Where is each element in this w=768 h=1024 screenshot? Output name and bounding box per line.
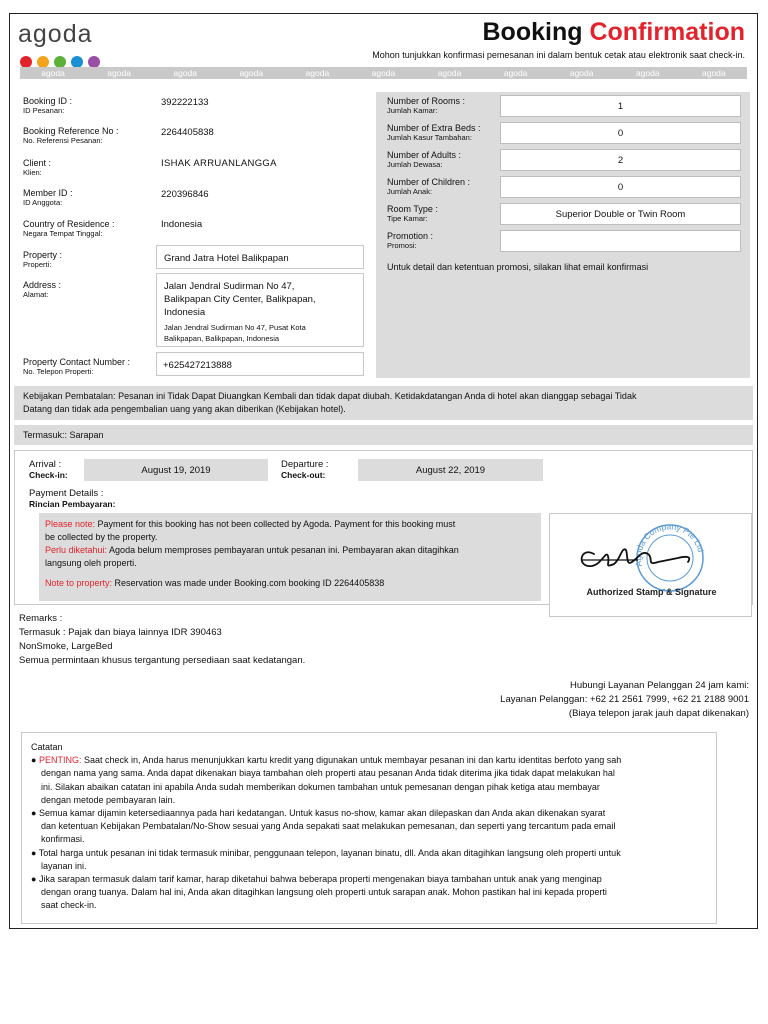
note-4-c: saat check-in. <box>41 900 97 911</box>
customer-service-section <box>500 679 749 721</box>
strip-word: agoda <box>173 68 198 78</box>
property-label-group <box>23 250 62 269</box>
children-value-box <box>500 176 741 198</box>
address-box <box>156 273 364 347</box>
note-item-noshow: ● Semua kamar dijamin ketersediaannya pada hari kedatangan. Untuk kasus no-show, kamar akan dilepaskan dan Anda akan dikenakan syarat dan ketentuan Kebijakan Pembatalan/No-Show sesuai yang Anda sepakati saat melakukan pemesanan, dan seperti yang tercantum pada email konfirmasi. <box>41 807 716 847</box>
note-3-a: Total harga untuk pesanan ini tidak termasuk minibar, penggunaan telepon, layanan binatu, dll. Anda akan ditagihkan langsung oleh properti untuk <box>38 847 621 858</box>
strip-word: agoda <box>569 68 594 78</box>
stamp-ring-text: Agoda Company Pte Ltd <box>632 521 707 568</box>
notes-title: Catatan <box>31 742 63 752</box>
address-line-2: Balikpapan City Center, Balikpapan, <box>164 294 316 305</box>
includes-bar <box>14 425 753 445</box>
country-sublabel: Negara Tempat Tinggal: <box>23 229 103 238</box>
page-subtitle: Mohon tunjukkan konfirmasi pemesanan ini dalam bentuk cetak atau elektronik saat check-in. <box>372 50 745 60</box>
arrival-label: Arrival : <box>29 459 62 470</box>
contact-label-group <box>23 357 130 376</box>
address-label-group <box>23 280 61 299</box>
notes-box <box>21 732 717 924</box>
room-type-label-group <box>387 204 438 223</box>
promotion-note: Untuk detail dan ketentuan promosi, silakan lihat email konfirmasi <box>387 262 649 272</box>
strip-word: agoda <box>635 68 660 78</box>
extra-beds-sublabel: Jumlah Kasur Tambahan: <box>387 133 472 142</box>
note-item-important: ● PENTING: Saat check in, Anda harus menunjukkan kartu kredit yang digunakan untuk membayar pesanan ini dan kartu identitas berfoto yang sah dengan nama yang sama. Anda dapat dikenakan biaya tambahan oleh properti atau pesanan Anda tidak diterima jika tidak dapat melakukan hal ini. Silakan abaikan catatan ini apabila Anda sudah memberikan dokumen tambahan untuk pemesanan dengan pihak ketiga atau membayar dengan metode pembayaran lain. <box>41 754 716 807</box>
rooms-value: 1 <box>617 100 624 112</box>
extra-beds-label-group <box>387 123 481 142</box>
booking-confirmation-document <box>9 13 758 929</box>
adults-label: Number of Adults : <box>387 150 462 160</box>
country-label: Country of Residence : <box>23 219 115 229</box>
payment-note-1-line-1: Payment for this booking has not been collected by Agoda. Payment for this booking must <box>95 519 456 529</box>
client-label: Client : <box>23 158 52 168</box>
room-type-label: Room Type : <box>387 204 438 214</box>
extra-beds-value-box <box>500 122 741 144</box>
adults-label-group <box>387 150 461 169</box>
address-label: Address : <box>23 280 62 290</box>
room-details-panel <box>376 92 750 378</box>
title-booking: Booking <box>482 18 583 46</box>
adults-value-box <box>500 149 741 171</box>
note-2-b: dan ketentuan Kebijakan Pembatalan/No-Show sesuai yang Anda sepakati saat melakukan pemesanan, dan seperti yang tercantum pada email <box>41 821 616 832</box>
cs-line-2: Layanan Pelanggan: +62 21 2561 7999, +62 21 2188 9001 <box>500 694 749 705</box>
strip-word: agoda <box>371 68 396 78</box>
booking-id-label-group <box>23 96 72 115</box>
strip-word: agoda <box>503 68 528 78</box>
departure-label: Departure : <box>281 459 329 470</box>
address-small-1: Jalan Jendral Sudirman No 47, Pusat Kota <box>164 323 306 332</box>
payment-label: Payment Details : <box>29 488 104 499</box>
promotion-sublabel: Promosi: <box>387 241 417 250</box>
property-label: Property : <box>23 250 63 260</box>
page-title <box>483 18 746 47</box>
payment-note-2-line-1: Agoda belum memproses pembayaran untuk pesanan ini. Pembayaran akan ditagihkan <box>107 545 459 555</box>
arrival-sublabel: Check-in: <box>29 470 68 480</box>
adults-value: 2 <box>617 154 624 166</box>
payment-note-1-line-2: be collected by the property. <box>45 532 158 542</box>
payment-note-3 <box>45 577 541 590</box>
arrival-label-group <box>29 459 68 480</box>
booking-ref-sublabel: No. Referensi Pesanan: <box>23 136 103 145</box>
client-sublabel: Klien: <box>23 168 42 177</box>
payment-notes-box <box>39 513 541 601</box>
rooms-label-group <box>387 96 465 115</box>
payment-note-2-line-2: langsung oleh properti. <box>45 558 137 568</box>
cancellation-line-1: Kebijakan Pembatalan: Pesanan ini Tidak Dapat Diuangkan Kembali dan tidak dapat diubah. Ketidakdatangan Anda di hotel akan dianggap sebagai Tidak <box>23 391 637 401</box>
address-sublabel: Alamat: <box>23 290 49 299</box>
note-4-a: Jika sarapan termasuk dalam tarif kamar, harap diketahui bahwa beberapa properti mengenakan biaya tambahan untuk anak yang menginap <box>38 874 602 885</box>
arrival-date-box <box>84 459 268 481</box>
children-label: Number of Children : <box>387 177 471 187</box>
notes-list <box>31 754 716 912</box>
rooms-sublabel: Jumlah Kamar: <box>387 106 438 115</box>
note-item-breakfast: ● Jika sarapan termasuk dalam tarif kamar, harap diketahui bahwa beberapa properti mengenakan biaya tambahan untuk anak yang menginap dengan orang tuanya. Dalam hal ini, Anda akan ditagihkan langsung oleh properti untuk sarapan anak. Mohon pastikan hal ini kepada properti saat check-in. <box>41 873 716 913</box>
payment-note-1 <box>45 518 541 531</box>
strip-word: agoda <box>702 68 726 78</box>
agoda-logo <box>18 20 93 49</box>
booking-ref-label-group <box>23 126 119 145</box>
note-1-c: ini. Silakan abaikan catatan ini apabila Anda sudah memberikan dokumen tambahan untuk pemesanan dengan pihak ketiga atau membayar <box>41 781 600 792</box>
strip-word: agoda <box>305 68 330 78</box>
payment-sublabel: Rincian Pembayaran: <box>29 499 116 509</box>
strip-word: agoda <box>107 68 131 78</box>
promotion-label: Promotion : <box>387 231 434 241</box>
note-to-property-prefix: Note to property: <box>45 578 113 588</box>
title-confirmation: Confirmation <box>589 18 745 46</box>
member-sublabel: ID Anggota: <box>23 198 63 207</box>
contact-label: Property Contact Number : <box>23 357 131 367</box>
booking-ref-value: 2264405838 <box>161 127 214 138</box>
departure-sublabel: Check-out: <box>281 470 326 480</box>
property-name-box <box>156 245 364 269</box>
property-sublabel: Properti: <box>23 260 52 269</box>
adults-sublabel: Jumlah Dewasa: <box>387 160 443 169</box>
remarks-line-2: NonSmoke, LargeBed <box>19 641 113 652</box>
payment-note-3-text: Reservation was made under Booking.com booking ID 2264405838 <box>112 578 385 588</box>
payment-note-2 <box>45 544 541 557</box>
please-note-prefix: Please note: <box>45 519 96 529</box>
strip-word: agoda <box>437 68 462 78</box>
promotion-value-box <box>500 230 741 252</box>
children-sublabel: Jumlah Anak: <box>387 187 433 196</box>
children-value: 0 <box>617 181 624 193</box>
extra-beds-value: 0 <box>617 127 624 139</box>
address-small-2: Balikpapan, Balikpapan, Indonesia <box>164 334 280 343</box>
client-label-group <box>23 158 51 177</box>
stamp-signature-box <box>549 513 752 617</box>
cs-line-3: (Biaya telepon jarak jauh dapat dikenakan) <box>568 708 749 719</box>
country-value: Indonesia <box>161 219 203 230</box>
logo-text: agoda <box>18 20 93 48</box>
note-2-c: konfirmasi. <box>41 834 85 845</box>
remarks-line-3: Semua permintaan khusus tergantung persediaan saat kedatangan. <box>19 655 306 666</box>
booking-id-sublabel: ID Pesanan: <box>23 106 65 115</box>
departure-date: August 22, 2019 <box>415 464 486 476</box>
extra-beds-label: Number of Extra Beds : <box>387 123 481 133</box>
contact-number-box <box>156 352 364 376</box>
room-type-sublabel: Tipe Kamar: <box>387 214 428 223</box>
note-item-extras: ● Total harga untuk pesanan ini tidak termasuk minibar, penggunaan telepon, layanan binatu, dll. Anda akan ditagihkan langsung oleh properti untuk layanan ini. <box>41 847 716 873</box>
note-1-b: dengan nama yang sama. Anda dapat dikenakan biaya tambahan oleh properti atau pesanan Anda tidak diterima jika tidak dapat melakukan hal <box>41 768 615 779</box>
rooms-label: Number of Rooms : <box>387 96 466 106</box>
agoda-watermark-strip <box>20 67 747 79</box>
address-line-3: Indonesia <box>164 307 206 318</box>
booking-id-value: 392222133 <box>161 97 209 108</box>
stamp-caption: Authorized Stamp & Signature <box>586 587 717 597</box>
member-label-group <box>23 188 73 207</box>
includes-text: Termasuk:: Sarapan <box>23 430 104 440</box>
note-1-a: Saat check in, Anda harus menunjukkan kartu kredit yang digunakan untuk membayar pesanan ini dan kartu identitas berfoto yang sah <box>81 755 622 766</box>
departure-label-group <box>281 459 329 480</box>
room-type-value-box <box>500 203 741 225</box>
booking-ref-label: Booking Reference No : <box>23 126 119 136</box>
note-1-d: dengan metode pembayaran lain. <box>41 794 176 805</box>
member-label: Member ID : <box>23 188 73 198</box>
departure-date-box <box>358 459 543 481</box>
remarks-title: Remarks : <box>19 613 63 624</box>
perlu-diketahui-prefix: Perlu diketahui: <box>45 545 108 555</box>
rooms-value-box <box>500 95 741 117</box>
contact-sublabel: No. Telepon Properti: <box>23 367 94 376</box>
contact-number: +625427213888 <box>163 360 232 371</box>
cancellation-line-2: Datang dan tidak ada pengembalian uang yang akan diberikan (Kebijakan hotel). <box>23 404 346 414</box>
remarks-section <box>19 612 305 668</box>
strip-word: agoda <box>239 68 264 78</box>
strip-word: agoda <box>41 68 65 78</box>
note-important-prefix: PENTING: <box>38 755 82 766</box>
cancellation-policy <box>14 386 753 420</box>
note-2-a: Semua kamar dijamin ketersediaannya pada hari kedatangan. Untuk kasus no-show, kamar akan dilepaskan dan Anda akan dikenakan syarat <box>38 808 606 819</box>
cs-line-1: Hubungi Layanan Pelanggan 24 jam kami: <box>569 680 749 691</box>
room-type-value: Superior Double or Twin Room <box>555 208 686 220</box>
booking-id-label: Booking ID : <box>23 96 73 106</box>
note-3-b: layanan ini. <box>41 860 87 871</box>
promotion-label-group <box>387 231 433 250</box>
property-name: Grand Jatra Hotel Balikpapan <box>164 253 289 264</box>
member-value: 220396846 <box>161 189 209 200</box>
note-4-b: dengan orang tuanya. Dalam hal ini, Anda akan ditagihkan langsung oleh properti untuk sarapan anak. Mohon pastikan hal ini kepada properti <box>41 887 607 898</box>
country-label-group <box>23 219 115 238</box>
client-value: ISHAK ARRUANLANGGA <box>161 158 277 169</box>
address-line-1: Jalan Jendral Sudirman No 47, <box>164 281 295 292</box>
children-label-group <box>387 177 470 196</box>
remarks-line-1: Termasuk : Pajak dan biaya lainnya IDR 390463 <box>19 627 222 638</box>
payment-label-group <box>29 488 115 509</box>
arrival-date: August 19, 2019 <box>141 464 211 476</box>
stay-details-box <box>14 450 753 605</box>
